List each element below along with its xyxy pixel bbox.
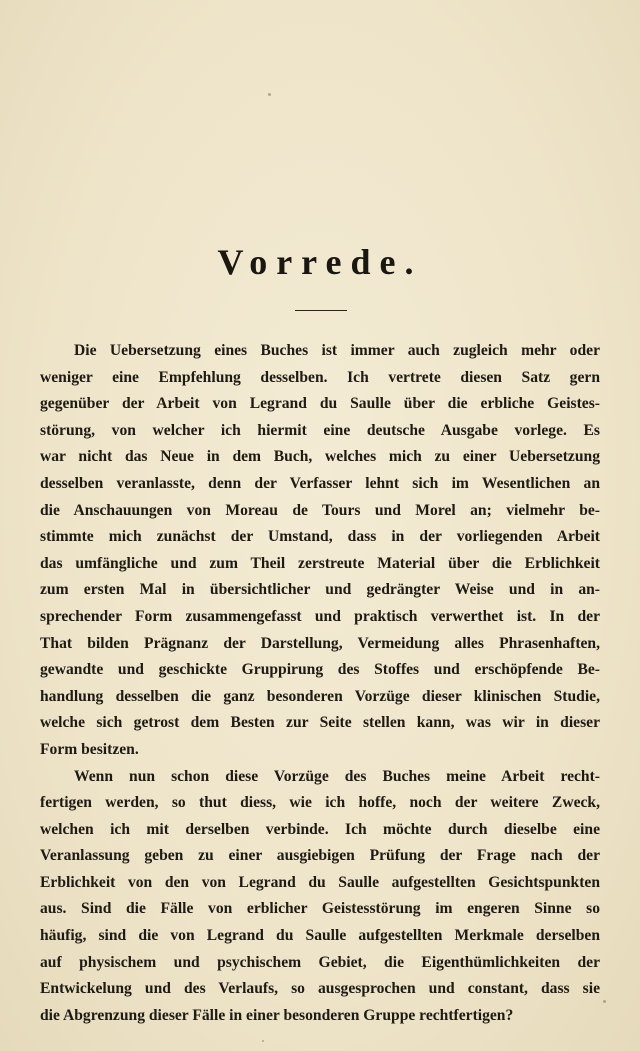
text-line: gegenüber der Arbeit von Legrand du Saulle über die erbliche Geistes- [40, 395, 600, 413]
text-line: Form besitzen. [40, 740, 139, 758]
text-line: Erblichkeit von den von Legrand du Saulle aufgestellten Gesichtspunkten [40, 873, 600, 891]
text-line: gewandte und geschickte Gruppirung des Stoffes und erschöpfende Be- [40, 661, 600, 679]
text-line: weniger eine Empfehlung desselben. Ich vertrete diesen Satz gern [40, 368, 600, 386]
text-line: sprechender Form zusammengefasst und praktisch verwerthet ist. In der [40, 607, 600, 625]
text-line: störung, von welcher ich hiermit eine deutsche Ausgabe vorlege. Es [40, 421, 600, 439]
text-line: das umfängliche und zum Theil zerstreute Material über die Erblichkeit [40, 554, 600, 572]
text-line: aus. Sind die Fälle von erblicher Geistesstörung im engeren Sinne so [40, 900, 600, 918]
text-line: war nicht das Neue in dem Buch, welches mich zu einer Uebersetzung [40, 448, 600, 466]
paper-speck [268, 93, 271, 96]
paper-speck [262, 1040, 264, 1042]
text-line: welchen ich mit derselben verbinde. Ich möchte durch dieselbe eine [40, 820, 600, 838]
text-line: handlung desselben die ganz besonderen Vorzüge dieser klinischen Studie, [40, 687, 600, 705]
text-line: desselben veranlasste, denn der Verfasser lehnt sich im Wesentlichen an [40, 474, 600, 492]
text-line: stimmte mich zunächst der Umstand, dass in der vorliegenden Arbeit [40, 528, 600, 546]
paragraph-2 [40, 764, 600, 1030]
text-line: Entwickelung und des Verlaufs, so ausgesprochen und constant, dass sie [40, 980, 600, 998]
title-divider [295, 310, 347, 311]
text-line: die Anschauungen von Moreau de Tours und Morel an; vielmehr be- [40, 501, 600, 519]
text-line: häufig, sind die von Legrand du Saulle aufgestellten Merkmale derselben [40, 927, 600, 945]
text-line: fertigen werden, so thut diess, wie ich hoffe, noch der weitere Zweck, [40, 794, 600, 812]
text-line: die Abgrenzung dieser Fälle in einer besonderen Gruppe rechtfertigen? [40, 1006, 514, 1024]
text-line: zum ersten Mal in übersichtlicher und gedrängter Weise und in an- [40, 581, 600, 599]
text-line: That bilden Prägnanz der Darstellung, Vermeidung alles Phrasenhaften, [40, 634, 600, 652]
paper-speck [603, 1000, 606, 1003]
body-text [40, 338, 600, 1029]
paragraph-1 [40, 338, 600, 764]
text-line: Wenn nun schon diese Vorzüge des Buches meine Arbeit recht- [74, 767, 600, 785]
page-title: Vorrede. [217, 242, 423, 282]
text-line: Veranlassung geben zu einer ausgiebigen Prüfung der Frage nach der [40, 847, 600, 865]
text-line: welche sich getrost dem Besten zur Seite stellen kann, was wir in dieser [40, 714, 600, 732]
text-line: auf physischem und psychischem Gebiet, die Eigenthümlichkeiten der [40, 953, 600, 971]
text-line: Die Uebersetzung eines Buches ist immer auch zugleich mehr oder [74, 342, 600, 359]
